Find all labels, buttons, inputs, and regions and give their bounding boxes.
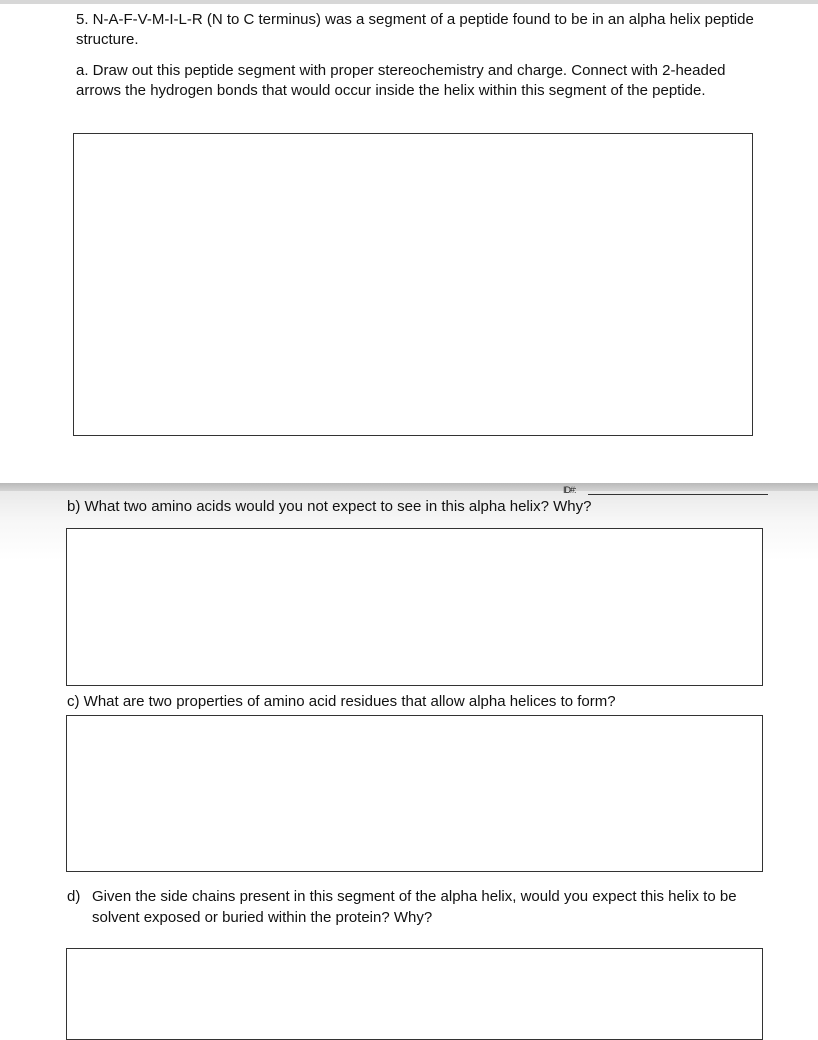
question-d-prompt: Given the side chains present in this segment of the alpha helix, would you expect this helix to be solvent exposed or buried within the protein? Why?: [92, 888, 737, 926]
answer-box-5a[interactable]: [73, 133, 753, 436]
page-separator: [0, 483, 818, 491]
answer-box-d[interactable]: [66, 948, 763, 1040]
question-d: [67, 886, 787, 928]
worksheet-page-1: [0, 0, 818, 483]
id-field-line: [588, 494, 768, 495]
question-5a-prompt: a. Draw out this peptide segment with proper stereochemistry and charge. Connect with 2-headed arrows the hydrogen bonds that would occur inside the helix within this segment of the peptide.: [76, 62, 726, 99]
id-field-label: ID#:: [563, 485, 576, 495]
question-5-stem: 5. N-A-F-V-M-I-L-R (N to C terminus) was a segment of a peptide found to be in an alpha helix peptide structure.: [76, 11, 754, 48]
answer-box-b[interactable]: [66, 528, 763, 686]
page-top-edge: [0, 0, 818, 4]
question-c-prompt: c) What are two properties of amino acid residues that allow alpha helices to form?: [67, 693, 616, 710]
question-d-number: d): [67, 888, 81, 905]
answer-box-c[interactable]: [66, 715, 763, 872]
question-b-prompt: b) What two amino acids would you not expect to see in this alpha helix? Why?: [67, 498, 592, 515]
